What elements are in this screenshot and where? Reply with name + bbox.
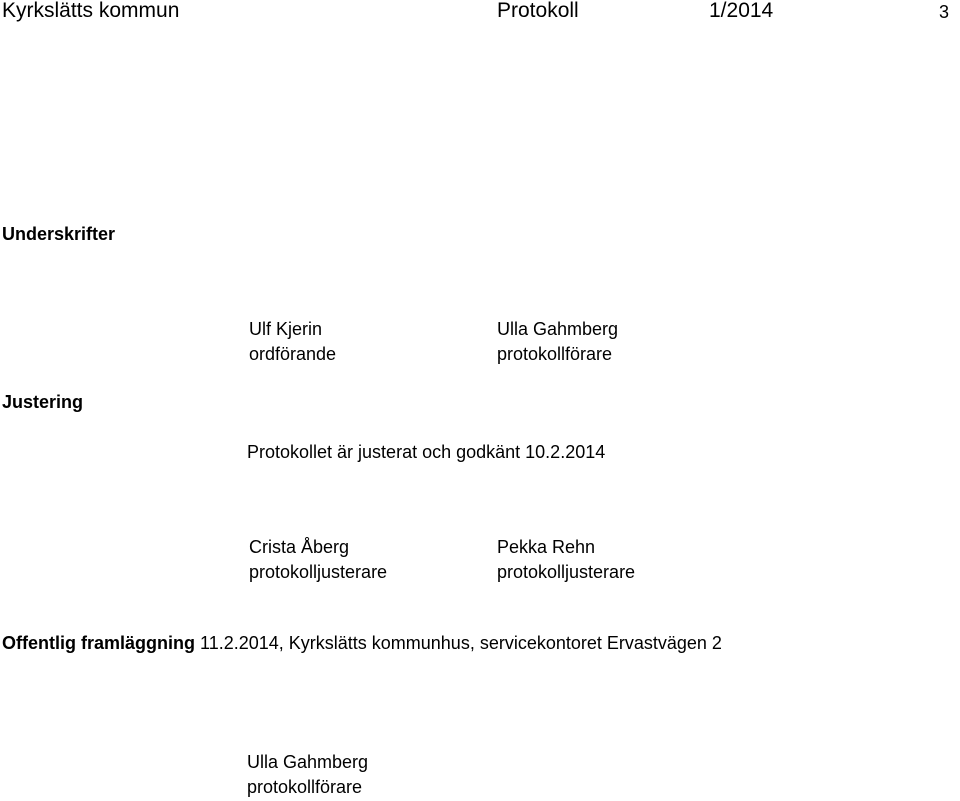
public-display-line (2, 632, 722, 654)
verification-statement: Protokollet är justerat och godkänt 10.2.2014 (247, 442, 606, 462)
checker-2-role: protokolljusterare (497, 562, 636, 582)
checker-1-name: Crista Åberg (249, 537, 350, 557)
secretary-role: protokollförare (497, 344, 613, 364)
signatures-heading: Underskrifter (2, 224, 116, 244)
public-display-heading: Offentlig framläggning (2, 633, 195, 653)
secretary-name: Ulla Gahmberg (497, 319, 619, 339)
chair-role: ordförande (249, 344, 337, 364)
checker-1-role: protokolljusterare (249, 562, 388, 582)
document-type: Protokoll (497, 0, 579, 22)
public-signer-name: Ulla Gahmberg (247, 752, 369, 772)
verification-heading: Justering (2, 392, 84, 412)
page-number: 3 (939, 2, 950, 22)
public-display-details: 11.2.2014, Kyrkslätts kommunhus, servicekontoret Ervastvägen 2 (200, 633, 722, 653)
checker-2-name: Pekka Rehn (497, 537, 596, 557)
municipality-name: Kyrkslätts kommun (2, 0, 180, 22)
chair-name: Ulf Kjerin (249, 319, 323, 339)
protocol-number: 1/2014 (709, 0, 774, 22)
public-signer-role: protokollförare (247, 777, 363, 797)
